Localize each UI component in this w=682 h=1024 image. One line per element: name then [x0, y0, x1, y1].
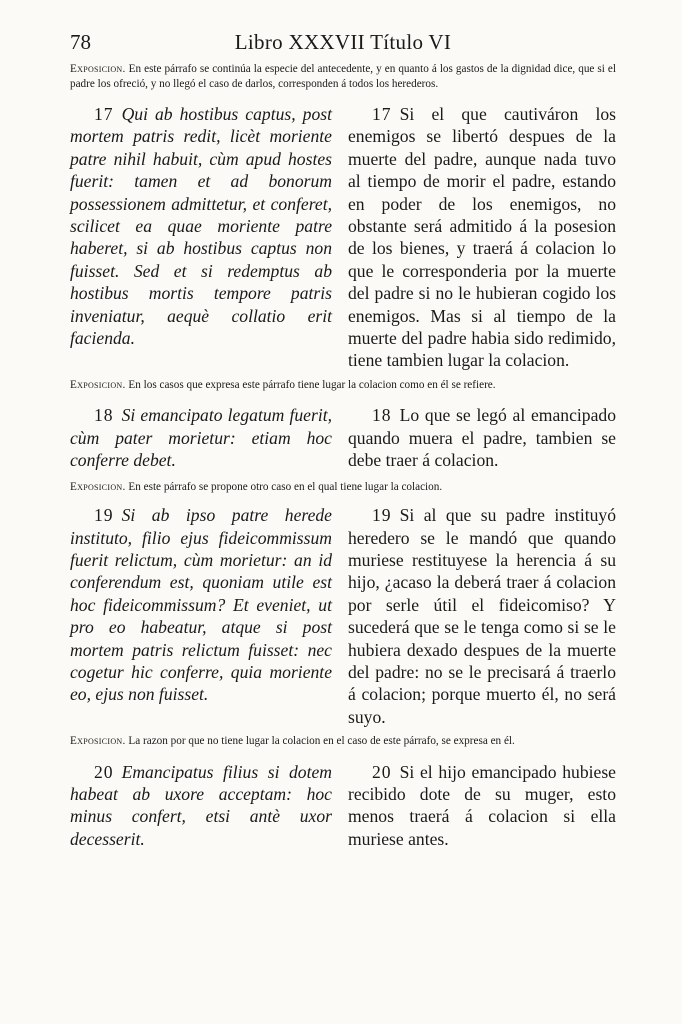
latin-text: 17 Qui ab hostibus captus, post mortem patris redit, licèt moriente patre nihil habuit, cùm apud hostes fuerit: tamen et ad bonorum possessionem admittetur, et conferet, scilicet ea quae moriente patre haberet, si ab hostibus captus non fuisset. Sed et si redemptus ab hostibus mortis tempore patris inveniatur, aequè collatio erit facienda. — [70, 104, 332, 349]
exposicion-text: En los casos que expresa este párrafo tiene lugar la colacion como en él se refiere. — [128, 378, 496, 391]
section-number: 18 — [94, 405, 114, 426]
section-number: 19 — [94, 505, 114, 526]
exposicion-18 — [70, 480, 616, 495]
exposicion-label: Exposicion. — [70, 480, 126, 493]
spanish-text: 17 Si el que cautiváron los enemigos se libertó despues de la muerte del padre, aunque nada tuvo al tiempo de morir el padre, estando en poder de los enemigos, no obstante será admitido á la posesion de los bienes, y traerá á colacion lo que le corresponderia por la muerte del padre si no le hubieran cogido los enemigos. Mas si al tiempo de la muerte del padre habia sido redimido, tiene tambien lugar la colacion. — [348, 104, 616, 371]
page-number: 78 — [70, 30, 91, 54]
exposicion-text: En este párrafo se continúa la especie del antecedente, y en quanto á los gastos de la dignidad dice, que si el padre los ofreció, y no llegó el caso de darlos, corresponden á todos los herederos. — [70, 63, 616, 90]
section-number: 17 — [94, 104, 114, 124]
exposicion-text: En este párrafo se propone otro caso en el qual tiene lugar la colacion. — [128, 480, 443, 493]
section-number: 19 — [372, 505, 392, 526]
section-17 — [70, 103, 616, 372]
exposicion-text: La razon por que no tiene lugar la colacion en el caso de este párrafo, se expresa en él. — [128, 735, 515, 748]
spanish-text: 20 Si el hijo emancipado hubiese recibido dote de su muger, esto menos traerá á colacion si ella muriese antes. — [348, 761, 616, 849]
section-number: 18 — [372, 405, 392, 426]
spanish-text: 19 Si al que su padre instituyó heredero se le mandó que quando muriese restituyese la herencia á su hijo, ¿acaso la deberá traer á colacion por serle útil el fideicomiso? Y sucederá que se le tenga como si se le hubiera dexado despues de la muerte del padre: no se le precisará á traerlo á colacion; porque muerto él, no será suyo. — [348, 505, 616, 727]
page — [70, 26, 616, 850]
latin-text: 18 Si emancipato legatum fuerit, cùm pater morietur: etiam hoc conferre debet. — [70, 405, 332, 471]
section-number: 20 — [372, 761, 392, 782]
section-18 — [70, 404, 616, 471]
exposicion-intro — [70, 62, 616, 91]
exposicion-19 — [70, 734, 616, 749]
latin-text: 20 Emancipatus filius si dotem habeat ab uxore acceptam: hoc minus confert, etsi antè uxor decesserit. — [70, 761, 332, 849]
exposicion-label: Exposicion. — [70, 735, 126, 748]
running-head: Libro XXXVII Título VI — [234, 30, 452, 54]
section-number: 17 — [372, 104, 392, 124]
section-19 — [70, 504, 616, 728]
latin-text: 19 Si ab ipso patre herede instituto, filio ejus fideicommissum fuerit relictum, cùm morietur: an id conferendum est, quoniam utile est hoc fideicommissum? Et eveniet, ut pro eo habeatur, atque si post mortem patris relictum fuisset: nec cogetur hic conferre, quia moriente eo, ejus non fuisset. — [70, 505, 332, 705]
exposicion-label: Exposicion. — [70, 63, 126, 75]
exposicion-17 — [70, 378, 616, 393]
exposicion-label: Exposicion. — [70, 378, 126, 391]
section-number: 20 — [94, 761, 114, 782]
section-20 — [70, 761, 616, 851]
spanish-text: 18 Lo que se legó al emancipado quando muera el padre, tambien se debe traer á colacion. — [348, 405, 616, 471]
page-header — [70, 26, 616, 58]
